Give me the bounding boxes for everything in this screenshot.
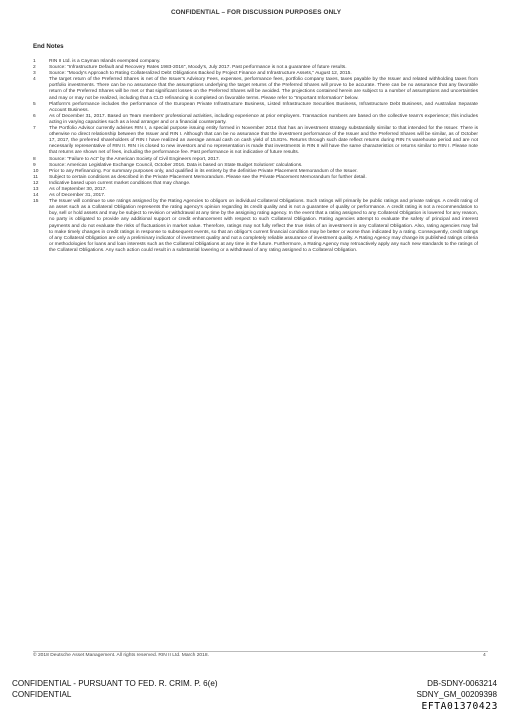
end-note-number: 13: [33, 186, 39, 192]
end-note-text: As of December 31, 2017.: [49, 193, 106, 199]
end-note-number: 9: [33, 162, 36, 168]
end-note-number: 2: [33, 65, 36, 71]
end-note-number: 12: [33, 180, 39, 186]
copyright-text: © 2018 Deutsche Asset Management. All rights reserved. RIN II Ltd. March 2018.: [33, 653, 209, 658]
end-note-number: 3: [33, 71, 36, 77]
end-note-number: 4: [33, 77, 36, 83]
confidential-stamp-line2: CONFIDENTIAL: [12, 690, 72, 699]
end-note-number: 6: [33, 113, 36, 119]
end-note-text: RIN II Ltd. is a Cayman Islands exempted company.: [49, 59, 161, 64]
end-note-number: 5: [33, 101, 36, 107]
bates-number-sdny: SDNY_GM_00209398: [416, 690, 497, 699]
end-note-item: [33, 114, 478, 126]
end-note-number: 15: [33, 199, 39, 205]
efta-number: EFTA01370423: [421, 701, 498, 712]
end-note-number: 8: [33, 156, 36, 162]
end-note-text: Prior to any Refinancing. For summary purposes only, and qualified in its entirety by the definitive Private Placement Memorandum of the Issuer.: [49, 168, 358, 174]
section-title: End Notes: [33, 43, 64, 50]
document-header: CONFIDENTIAL – FOR DISCUSSION PURPOSES ONLY: [170, 9, 342, 16]
end-note-text: Source: "Failure to Act" by the American Society of Civil Engineers report, 2017.: [49, 156, 220, 162]
end-note-number: 7: [33, 126, 36, 132]
end-note-number: 10: [33, 168, 39, 174]
end-note-number: 11: [33, 174, 39, 180]
end-note-item: [33, 199, 478, 254]
end-note-text: As of December 31, 2017. Based on Team members' professional activities, including experience at prior employers. Transaction numbers are based on the collective team's experience; this includes acting in varying capacities such as a lead arranger and or a financial counterparty.: [49, 113, 478, 125]
end-note-text: Source: American Legislative Exchange Council, October 2016. Data is based on State Budget Solutions' calculations.: [49, 162, 303, 168]
footer-divider: [33, 651, 488, 652]
end-note-text: As of September 30, 2017.: [49, 186, 107, 192]
end-note-text: The Portfolio Advisor currently advises RIN I, a special purpose issuing entity formed in November 2014 that has an investment strategy substantially similar to that intended for the Issuer. There is otherwise no direct relationship between the Issuer and RIN I. Although that can be no assurance that the investment performance of the Issuer and the Preferred Shares will be similar, as of October 17, 2017, the preferred shareholders of RIN I have realized an average annual cash on cash yield of 15.81%. Returns through such date reflect returns during RIN I's warehouse period and are not necessarily representative of RIN II. RIN I is closed to new investors and no representation is made that investments in RIN II will have the same characteristics or returns similar to RIN I. Please note that returns are shown net of fees, including the performance fee. Past performance is not indicative of future results.: [49, 126, 478, 156]
end-note-number: 1: [33, 59, 36, 64]
end-note-text: Subject to certain conditions as described in the Private Placement Memorandum. Please see the Private Placement Memorandum for further detail.: [49, 174, 367, 180]
end-note-text: Indicative based upon current market conditions that may change.: [49, 180, 191, 186]
bates-number-db: DB-SDNY-0063214: [427, 679, 497, 688]
end-note-number: 14: [33, 193, 39, 199]
end-notes-list: [33, 59, 478, 254]
end-note-text: The Issuer will continue to use ratings assigned by the Rating Agencies to obligors on individual Collateral Obligations. Such ratings will primarily be public ratings and private ratings. A credit rating of an asset such as a Collateral Obligation represents the rating agency's opinion regarding its credit quality and is not a guarantee of quality or performance. A credit rating is not a recommendation to buy, sell or hold assets and may be subject to revision or withdrawal at any time by the assigning rating agency. In the event that a rating assigned to any Collateral Obligation is lowered for any reason, no party is obligated to provide any additional support or credit enhancement with respect to such Collateral Obligation. Rating agencies attempt to evaluate the safety of principal and interest payments and do not evaluate the risks of fluctuations in market value. Therefore, ratings may not fully reflect the true risks of an investment in any Collateral Obligation. Also, rating agencies may fail to make timely changes in credit ratings in response to subsequent events, so that an obligor's current financial condition may be better or worse than indicated by a rating. Consequently, credit ratings of any Collateral Obligation are only a preliminary indicator of investment quality and not a completely reliable assurance of investment quality. A Rating Agency may change its published ratings criteria or methodologies for loans and loan interests such as the Collateral Obligations at any time in the future. Furthermore, a Rating Agency may retroactively apply any such new standards to the ratings of the Collateral Obligations. Any such action could result in a substantial lowering or a withdrawal of any rating assigned to a Collateral Obligation.: [49, 199, 478, 253]
end-note-item: [33, 102, 478, 114]
end-note-text: The target return of the Preferred Shares is net of the Issuer's Advisory Fees, expenses, performance fees, portfolio company taxes, taxes payable by the Issuer and related withholding taxes from portfolio investments. There can be no assurance that the assumptions underlying the target returns of the Preferred Shares will prove to be accurate. There can be no assurance that any favorable return of the Preferred Shares will be met or that significant losses on the Preferred Shares will be avoided. The projections contained herein are subject to a number of assumptions and uncertainties and may or may not be realized, including that a CLO refinancing is completed on favorable terms. Please refer to "Important Information" below.: [49, 77, 478, 101]
end-note-item: [33, 126, 478, 156]
confidential-stamp-line1: CONFIDENTIAL - PURSUANT TO FED. R. CRIM. P. 6(e): [12, 679, 218, 688]
end-note-item: [33, 77, 478, 101]
end-note-text: Platform's performance includes the performance of the European Private Infrastructure Business, Listed Infrastructure Securities Business, Infrastructure Debt Business, and Australian Separate Account Business.: [49, 101, 478, 113]
page-number: 4: [483, 653, 486, 658]
end-note-text: Source: "Infrastructure Default and Recovery Rates 1983-2016", Moody's, July 2017. Past performance is not a guarantee of future results.: [49, 65, 347, 71]
end-note-text: Source: "Moody's Approach to Rating Collateralized Debt Obligations Backed by Project Finance and Infrastructure Assets," August 12, 2015.: [49, 71, 352, 77]
